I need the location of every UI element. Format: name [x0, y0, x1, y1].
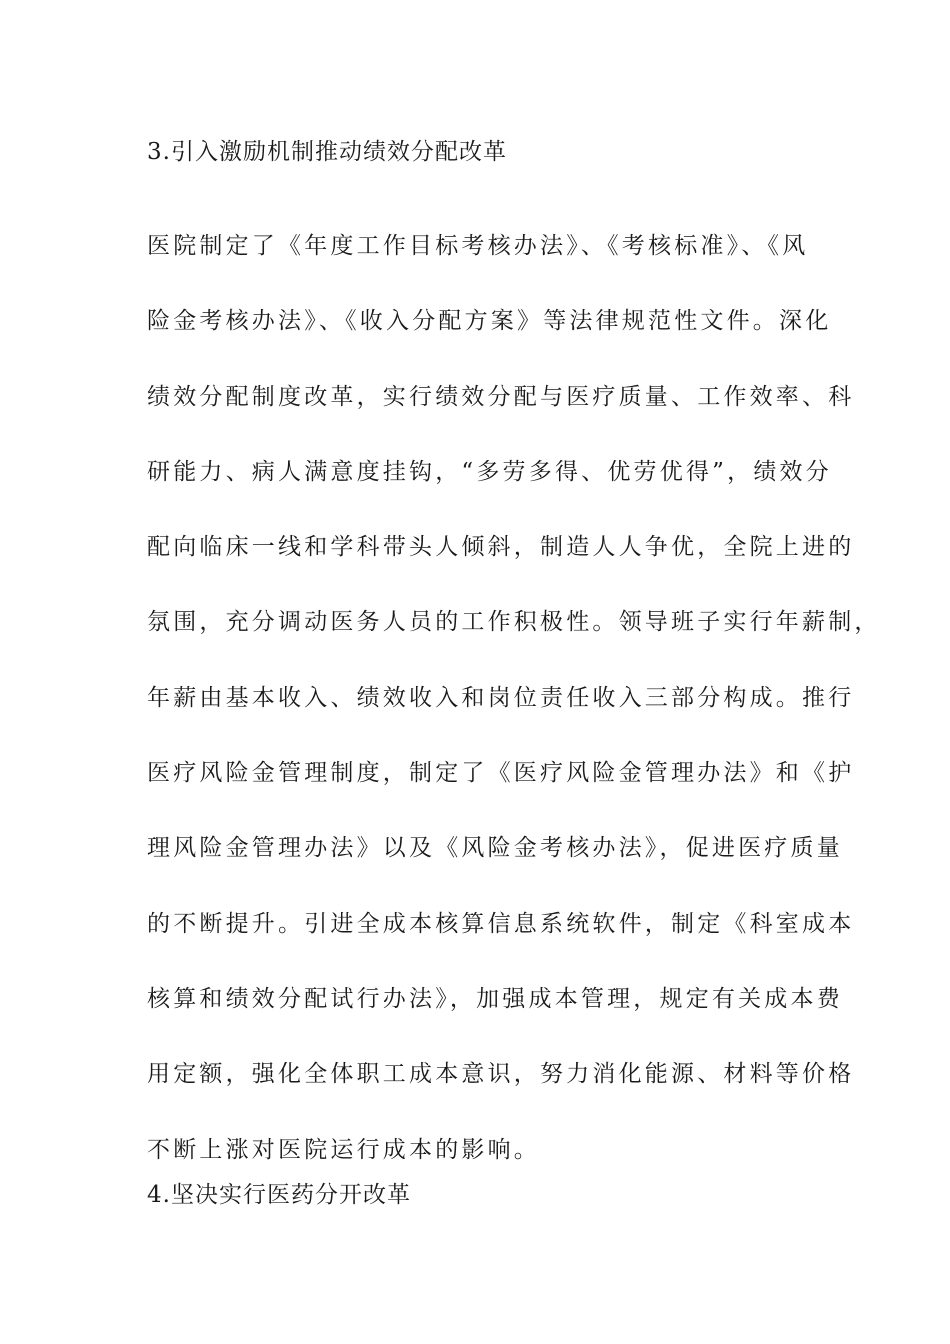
paragraph-line: 研能力、病人满意度挂钩，“多劳多得、优劳优得”，绩效分 [147, 458, 832, 485]
section-3-heading: 3.引入激励机制推动绩效分配改革 [147, 139, 507, 165]
paragraph-line: 医院制定了《年度工作目标考核办法》、《考核标准》、《风 [147, 233, 809, 259]
paragraph-line: 配向临床一线和学科带头人倾斜，制造人人争优，全院上进的 [147, 534, 855, 561]
paragraph-line: 的不断提升。引进全成本核算信息系统软件，制定《科室成本 [147, 910, 855, 937]
paragraph-line: 核算和绩效分配试行办法》，加强成本管理，规定有关成本费 [147, 985, 843, 1012]
paragraph-line: 医疗风险金管理制度，制定了《医疗风险金管理办法》和《护 [147, 760, 855, 787]
paragraph-line: 绩效分配制度改革，实行绩效分配与医疗质量、工作效率、科 [147, 383, 855, 410]
paragraph-line: 不断上涨对医院运行成本的影响。 [147, 1136, 540, 1163]
section-4-heading: 4.坚决实行医药分开改革 [147, 1182, 411, 1208]
paragraph-line: 用定额，强化全体职工成本意识，努力消化能源、材料等价格 [147, 1061, 855, 1088]
paragraph-line: 氛围，充分调动医务人员的工作积极性。领导班子实行年薪制， [147, 609, 881, 636]
paragraph-line: 险金考核办法》、《收入分配方案》等法律规范性文件。深化 [147, 308, 832, 335]
section-3-body [147, 209, 881, 1188]
paragraph-line: 年薪由基本收入、绩效收入和岗位责任收入三部分构成。推行 [147, 684, 855, 711]
paragraph-line: 理风险金管理办法》以及《风险金考核办法》，促进医疗质量 [147, 835, 843, 862]
